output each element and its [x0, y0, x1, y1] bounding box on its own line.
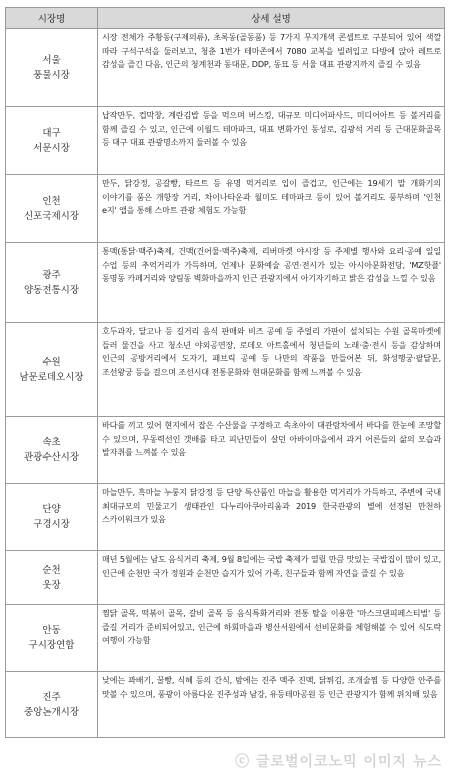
market-description: 바다를 끼고 있어 현지에서 잡은 수산물을 구경하고 속초아이 대관람차에서 바다를 한눈에 조망할 수 있으며, 무동력선인 갯배를 타고 피난민들이 살던 아바이마을에서 과거 어른들의 삶의 모습과 발자취를 느껴볼 수 있음	[98, 417, 445, 484]
market-name: 수원 남문로데오시장	[6, 323, 98, 417]
market-name: 속초 관광수산시장	[6, 417, 98, 484]
market-description: 납작만두, 컵막창, 계란김밥 등을 먹으며 버스킹, 대규모 미디어파사드, 미디어아트 등 볼거리를 함께 즐길 수 있고, 인근에 이월드 테마파크, 대표 변화가인 동성로, 김광석 거리 등 근대문화골목 등 대구 대표 관광명소까지 둘러볼 수 있음	[98, 107, 445, 175]
market-name: 안동 구시장연합	[6, 605, 98, 672]
market-name: 인천 신포국제시장	[6, 175, 98, 243]
table-row	[6, 605, 445, 672]
market-name: 광주 양동전통시장	[6, 243, 98, 323]
table-row	[6, 484, 445, 551]
table-row	[6, 323, 445, 417]
table-row	[6, 107, 445, 175]
table-row	[6, 672, 445, 738]
table-row	[6, 243, 445, 323]
table-row	[6, 29, 445, 107]
market-name: 단양 구경시장	[6, 484, 98, 551]
market-name: 진주 중앙논개시장	[6, 672, 98, 738]
table-row	[6, 417, 445, 484]
table-row	[6, 175, 445, 243]
market-description: 만두, 닭강정, 공갈빵, 타르트 등 유명 먹거리로 입이 즐겁고, 인근에는 19세기 말 개화기의 이야기를 품은 개항장 거리, 차이나타운과 월미도 테마파크 등이 있어 볼거리도 풍부하며 '인천 e지' 앱을 통해 스마트 관광 체험도 가능함	[98, 175, 445, 243]
market-description: 낮에는 꽈배기, 꿀빵, 식혜 등의 간식, 밤에는 진주 맥주 진맥, 닭튀김, 조개술찜 등 다양한 안주를 맛볼 수 있으며, 풍광이 아름다운 진주성과 남강, 유등테마공원 등 인근 관광지가 함께 위치해 있음	[98, 672, 445, 738]
header-market-name: 시장명	[6, 8, 98, 29]
market-description: 통맥(통닭·맥주)축제, 건맥(건어물·맥주)축제, 리버마켓 야시장 등 주제별 행사와 요리·공예 일일 수업 등의 추억거리가 가득하며, 언제나 문화예술 공연·전시가 있는 아시아문화전당, 'MZ핫플' 동명동 카페거리와 양림동 벽화마을까지 인근 관광지에서 아기자기하고 밝은 감성을 느낄 수 있음	[98, 243, 445, 323]
market-description: 호두과자, 달고나 등 길거리 음식 판매와 비즈 공예 등 주얼리 가판이 설치되는 수원 골목마켓에 들러 물건을 사고 청소년 야외공연장, 로데오 아트홀에서 청년들의 노래·춤·전시 등을 감상하며 인근의 공방거리에서 도자기, 패브릭 공예 등 나만의 작품을 만들어본 뒤, 화성행궁·팔달문, 조선왕궁 등을 걸으며 조선시대 전통문화와 현대문화를 함께 느껴볼 수 있음	[98, 323, 445, 417]
market-description: 마늘만두, 흑마늘 누룽지 닭강정 등 단양 특산품인 마늘을 활용한 먹거리가 가득하고, 주변에 국내 최대규모의 민물고기 생태관인 다누리아쿠아리움과 2019 한국관광의 별에 선정된 만천하 스카이워크가 있음	[98, 484, 445, 551]
market-name: 대구 서문시장	[6, 107, 98, 175]
watermark: ⓒ 글로벌이코노믹 이미지 뉴스	[235, 754, 442, 770]
market-name: 서울 풍물시장	[6, 29, 98, 107]
header-description: 상세 설명	[98, 8, 445, 29]
market-table	[5, 7, 445, 738]
market-description: 매년 5월에는 남도 음식거리 축제, 9월 8일에는 국밥 축제가 열릴 만큼 맛있는 국밥집이 많이 있고, 인근에 순천만 국가 정원과 순천만 습지가 있어 가족, 친구들과 함께 자연을 즐길 수 있음	[98, 551, 445, 605]
market-description: 시장 전체가 주황동(구제의류), 초록동(골동품) 등 7가지 무지개색 콘셉트로 구분되어 있어 색깔 따라 구석구석을 둘러보고, 청춘 1번가 테마존에서 7080 교복을 빌려입고 다방에 앉아 레트로 감성을 즐긴 다음, 인근의 청계천과 동대문, DDP, 동묘 등 서울 대표 관광지까지 즐길 수 있음	[98, 29, 445, 107]
market-description: 찜닭 골목, 떡볶이 골목, 갈비 골목 등 음식특화거리와 전통 탈을 이용한 '마스크댄피페스티벌' 등 즐길 거리가 준비되어있고, 인근에 하회마을과 병산서원에서 선비문화를 체험해볼 수 있어 식도락 여행이 가능함	[98, 605, 445, 672]
table-row	[6, 551, 445, 605]
market-name: 순천 웃장	[6, 551, 98, 605]
table-header-row	[6, 8, 445, 29]
